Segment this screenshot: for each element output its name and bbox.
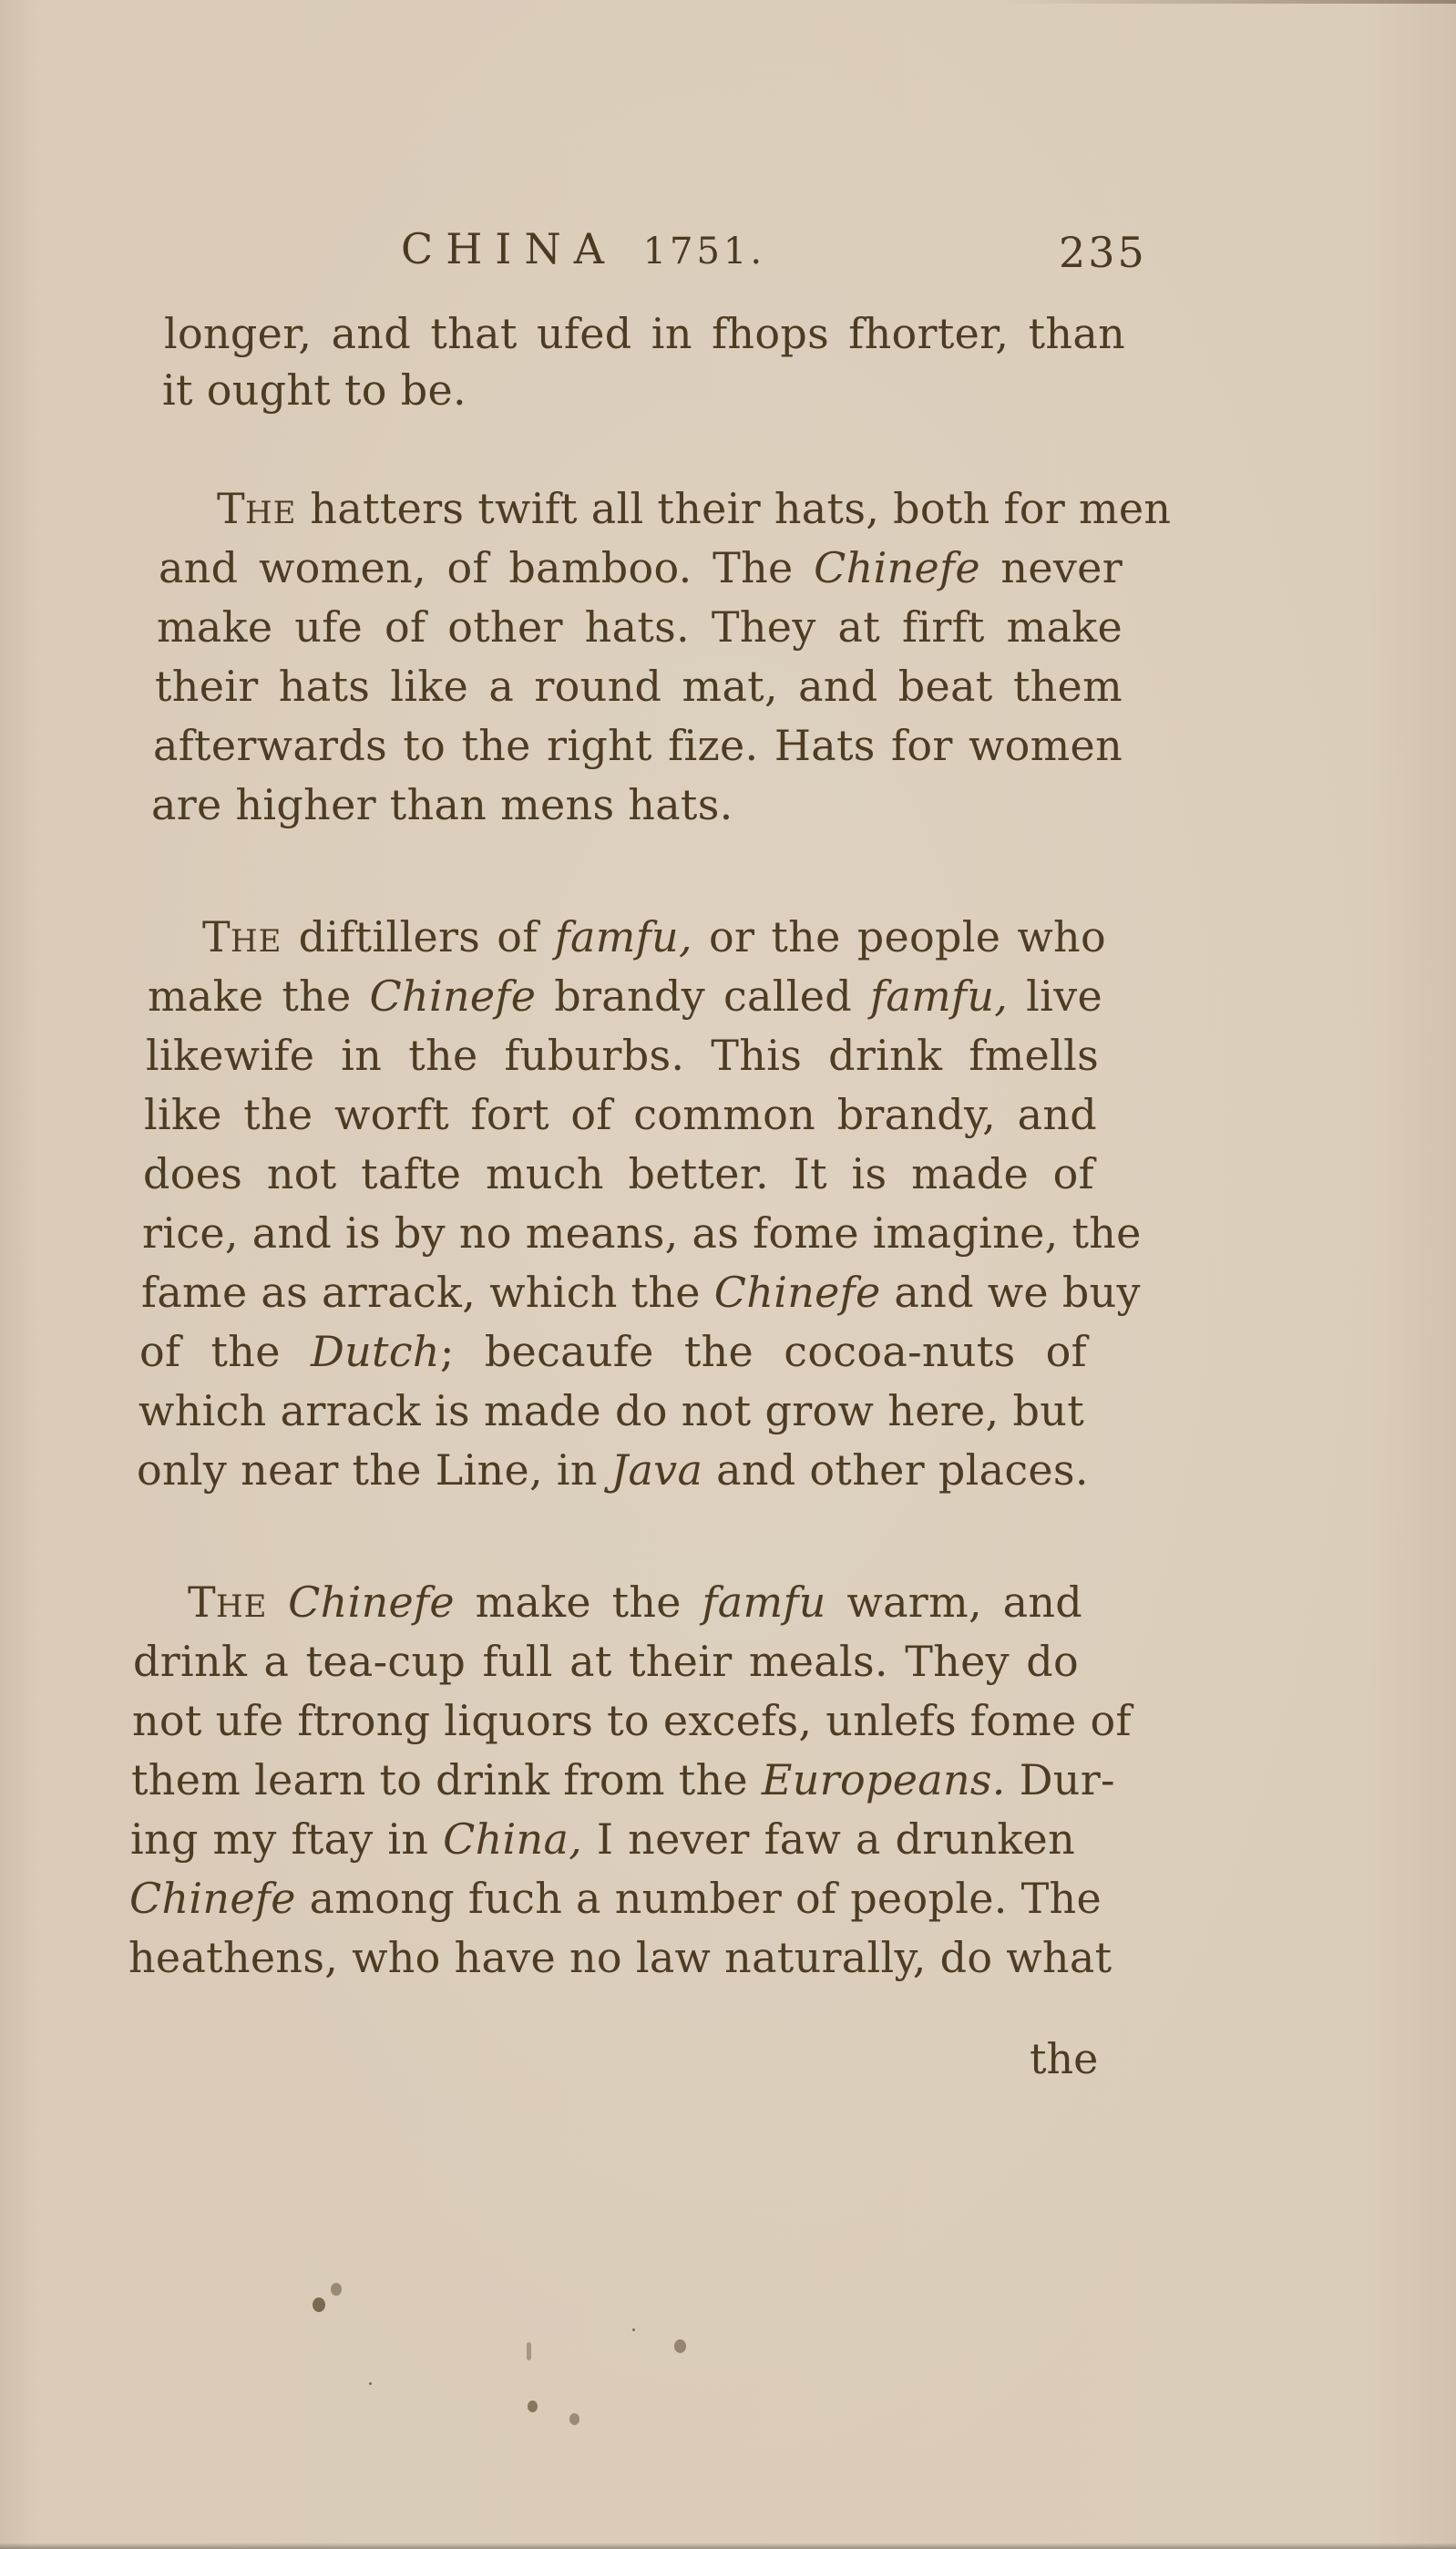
text-run: which arrack is made do not grow here, but — [138, 1386, 1084, 1435]
text-line — [162, 365, 1123, 416]
italic-text: famfu, — [554, 912, 692, 961]
text-run: and we buy — [880, 1268, 1141, 1317]
text-run: ing my ftay in — [130, 1814, 444, 1864]
text-line — [128, 1932, 1113, 1983]
italic-text: Java — [610, 1445, 703, 1495]
text-run: heathens, who have no law naturally, do what — [128, 1933, 1113, 1982]
text-line — [155, 661, 1123, 712]
text-line — [139, 1326, 1087, 1377]
text-line — [142, 1208, 1142, 1259]
text-run: diftillers of — [282, 912, 555, 961]
italic-text: Dutch — [310, 1327, 440, 1376]
page-top-edge-shadow — [1002, 0, 1456, 4]
page-number: 235 — [1059, 228, 1147, 277]
paper-speck — [527, 2342, 531, 2360]
italic-text: Chinefe — [814, 543, 980, 592]
italic-text: Chinefe — [129, 1874, 296, 1923]
text-run: their hats like a round mat, and beat them — [155, 662, 1123, 711]
text-run: Dur- — [1005, 1755, 1115, 1804]
paper-speck — [632, 2328, 635, 2331]
text-run: fame as arrack, which the — [141, 1268, 714, 1317]
text-run: or the people who — [692, 912, 1106, 961]
text-line — [159, 542, 1123, 593]
text-run: likewife in the fuburbs. This drink fmells — [146, 1031, 1099, 1080]
catchword: the — [1030, 2034, 1099, 2083]
page-bottom-edge-shadow — [0, 2543, 1456, 2549]
text-line — [130, 1814, 1075, 1865]
text-line — [146, 1030, 1099, 1081]
text-run: not ufe ftrong liquors to excefs, unlefs fome of — [132, 1696, 1132, 1745]
text-run: and other places. — [702, 1445, 1089, 1495]
text-run: it ought to be. — [162, 365, 467, 415]
text-line — [133, 1636, 1079, 1687]
text-run: longer, and that ufed in fhops fhorter, than — [164, 309, 1125, 358]
paper-speck — [528, 2400, 538, 2412]
text-run: make the — [148, 971, 370, 1021]
text-run: them learn to drink from the — [131, 1755, 762, 1804]
small-caps-word: THE — [202, 912, 282, 961]
italic-text: Chinefe — [288, 1578, 455, 1627]
text-run: hatters twift all their hats, both for men — [296, 484, 1172, 533]
italic-text: Europeans. — [761, 1755, 1006, 1804]
text-run: only near the Line, in — [137, 1445, 611, 1495]
text-run: drink a tea-cup full at their meals. They do — [133, 1637, 1079, 1686]
paper-speck — [369, 2382, 372, 2385]
text-line — [129, 1873, 1102, 1924]
italic-text: China, — [443, 1814, 583, 1864]
text-line — [153, 720, 1123, 771]
text-run: brandy called — [536, 971, 871, 1021]
text-line — [188, 1577, 1082, 1632]
italic-text: Chinefe — [369, 971, 537, 1021]
text-run: live — [1008, 971, 1103, 1021]
text-line — [157, 601, 1123, 653]
text-run: never — [979, 543, 1123, 592]
running-header — [401, 224, 765, 273]
text-line — [143, 1148, 1094, 1199]
text-line — [164, 308, 1125, 359]
header-year: 1751. — [642, 231, 766, 272]
text-run: make the — [454, 1578, 702, 1627]
small-caps-word: THE — [217, 484, 297, 533]
italic-text: famfu, — [870, 971, 1009, 1021]
text-run: and women, of bamboo. The — [159, 543, 815, 592]
paper-speck — [331, 2283, 342, 2296]
text-line — [132, 1695, 1132, 1746]
paper-speck — [674, 2339, 686, 2353]
text-run: afterwards to the right fize. Hats for women — [153, 721, 1123, 770]
text-line — [138, 1385, 1084, 1436]
text-run: like the worft fort of common brandy, and — [144, 1090, 1097, 1139]
text-line — [202, 911, 1106, 967]
text-line — [144, 1089, 1097, 1140]
text-line — [131, 1754, 1115, 1805]
text-run: among fuch a number of people. The — [295, 1874, 1102, 1923]
text-run: make ufe of other hats. They at firft make — [157, 602, 1123, 652]
text-run: I never faw a drunken — [582, 1814, 1076, 1864]
text-run — [267, 1578, 288, 1627]
paper-speck — [569, 2413, 579, 2425]
text-run: are higher than mens hats. — [151, 780, 733, 829]
text-run: rice, and is by no means, as fome imagine, the — [142, 1208, 1142, 1258]
text-run: of the — [139, 1327, 311, 1376]
text-line — [151, 779, 1121, 830]
text-run: ; becaufe the cocoa-nuts of — [439, 1327, 1087, 1376]
paper-speck — [313, 2297, 325, 2312]
text-line — [148, 971, 1102, 1022]
small-caps-word: THE — [188, 1578, 268, 1627]
text-line — [217, 483, 1172, 539]
text-run: warm, and — [825, 1578, 1082, 1627]
italic-text: famfu — [702, 1578, 826, 1627]
running-title: CHINA — [401, 224, 617, 273]
text-line — [137, 1444, 1089, 1495]
text-run: does not tafte much better. It is made of — [143, 1149, 1094, 1198]
text-line — [141, 1267, 1141, 1318]
italic-text: Chinefe — [713, 1268, 881, 1317]
